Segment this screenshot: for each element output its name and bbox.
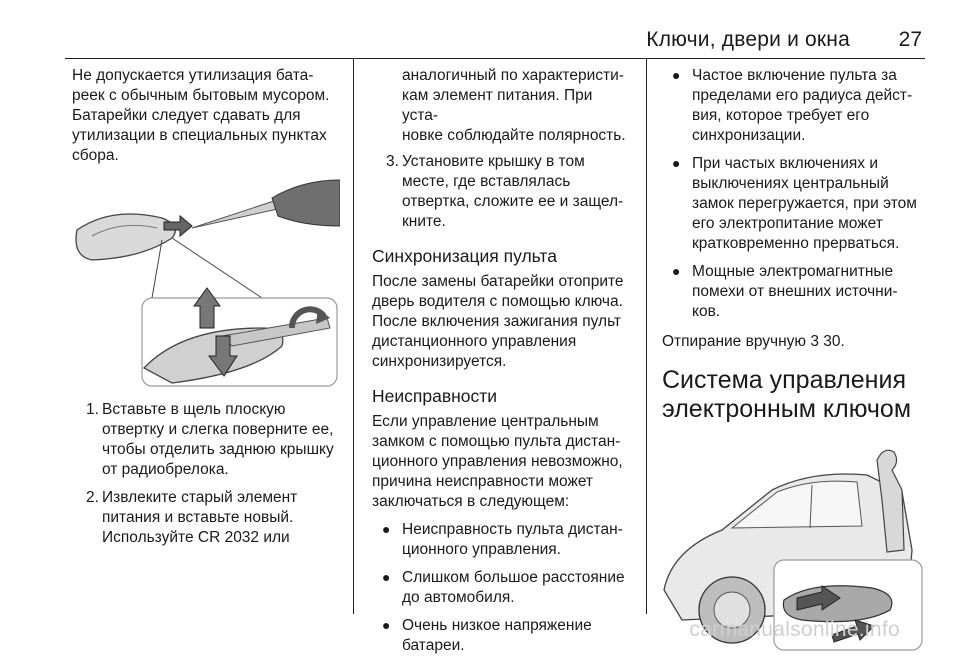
bullet-line: пределами его радиуса дейст- — [692, 87, 913, 104]
step-1 — [72, 400, 344, 480]
fault-line: Если управление центральным — [372, 413, 599, 430]
bullet-line: выключениях центральный — [692, 175, 889, 192]
bullet-line: ционного управления. — [402, 541, 561, 558]
bullet-icon: ● — [672, 155, 681, 171]
step-line: Установите крышку в том — [402, 153, 585, 170]
section-heading-line: Система управления — [662, 366, 906, 394]
sync-line: После замены батарейки отоприте — [372, 273, 624, 290]
step-line: новке соблюдайте полярность. — [402, 127, 626, 144]
sync-heading: Синхронизация пульта — [372, 246, 557, 266]
step-line: от радиобрелока. — [102, 461, 229, 478]
column-divider-2 — [646, 58, 647, 614]
step-line: чтобы отделить заднюю крышку — [102, 441, 334, 458]
column-divider-1 — [353, 58, 354, 614]
bullet-line: батареи. — [402, 637, 465, 654]
column-1 — [72, 66, 344, 548]
fault-line: замком с помощью пульта дистан- — [372, 433, 621, 450]
bullet-line: помехи от внешних источни- — [692, 283, 898, 300]
bullet-line: вия, которое требует его — [692, 107, 870, 124]
step-line: отвертку и слегка поверните ее, — [102, 421, 334, 438]
bullet-icon: ● — [672, 67, 681, 83]
intro-line: утилизации в специальных пунктах — [72, 127, 327, 144]
fault-line: причина неисправности может — [372, 473, 594, 490]
step-line: Вставьте в щель плоскую — [102, 401, 286, 418]
step-number: 1. — [86, 401, 99, 418]
intro-line: Батарейки следует сдавать для — [72, 107, 301, 124]
bullet-line: Мощные электромагнитные — [692, 263, 894, 280]
page-reference-link[interactable]: 3 30. — [810, 333, 845, 350]
step-line: отвертка, сложите ее и защел- — [402, 193, 624, 210]
step-line: Извлеките старый элемент — [102, 489, 298, 506]
fault-line: заключаться в следующем: — [372, 493, 570, 510]
fault-bullet — [662, 262, 926, 322]
bullet-line: Очень низкое напряжение — [402, 617, 592, 634]
column-3 — [662, 66, 926, 652]
intro-line: Не допускается утилизация бата- — [72, 67, 314, 84]
step-line: кните. — [402, 213, 446, 230]
sync-line: После включения зажигания пульт — [372, 313, 622, 330]
page-header-title: Ключи, двери и окна — [646, 28, 850, 51]
step-line: месте, где вставлялась — [402, 173, 571, 190]
faults-heading: Неисправности — [372, 386, 498, 406]
fault-bullet — [372, 616, 632, 656]
section-heading-line: электронным ключом — [662, 395, 912, 423]
step-line: кам элемент питания. При уста- — [402, 87, 593, 124]
bullet-line: ков. — [692, 303, 721, 320]
step-number: 2. — [86, 489, 99, 506]
bullet-icon: ● — [382, 521, 391, 537]
column-2 — [372, 66, 632, 656]
bullet-line: синхронизации. — [692, 127, 806, 144]
bullet-icon: ● — [382, 617, 391, 633]
fault-bullet — [372, 520, 632, 560]
bullet-line: его электропитание может — [692, 215, 883, 232]
bullet-line: Слишком большое расстояние — [402, 569, 625, 586]
bullet-line: до автомобиля. — [402, 589, 515, 606]
section-heading — [662, 366, 926, 424]
bullet-icon: ● — [672, 263, 681, 279]
fault-bullet — [662, 154, 926, 254]
step-3 — [372, 152, 632, 232]
fault-line: ционного управления невозможно, — [372, 453, 623, 470]
fault-bullet — [662, 66, 926, 146]
bullet-line: Неисправность пульта дистан- — [402, 521, 623, 538]
manual-unlock-reference — [662, 332, 926, 352]
sync-line: синхронизируется. — [372, 353, 507, 370]
fault-bullet — [372, 568, 632, 608]
step-2 — [72, 488, 344, 548]
page-number: 27 — [898, 28, 922, 51]
intro-line: реек с обычным бытовым мусором. — [72, 87, 330, 104]
header-rule — [65, 58, 925, 59]
step-number: 3. — [386, 153, 399, 170]
watermark: carmanualsonline.info — [689, 618, 900, 641]
bullet-line: замок перегружается, при этом — [692, 195, 917, 212]
bullet-line: кратковременно прерваться. — [692, 235, 900, 252]
key-battery-figure — [72, 178, 340, 390]
step-line: Используйте CR 2032 или — [102, 529, 290, 546]
manual-unlock-text: Отпирание вручную — [662, 333, 807, 350]
sync-line: дистанционного управления — [372, 333, 577, 350]
sync-line: дверь водителя с помощью ключа. — [372, 293, 623, 310]
bullet-icon: ● — [382, 569, 391, 585]
step-line: аналогичный по характеристи- — [402, 67, 624, 84]
bullet-line: Частое включение пульта за — [692, 67, 897, 84]
bullet-line: При частых включениях и — [692, 155, 879, 172]
intro-line: сбора. — [72, 147, 119, 164]
step-line: питания и вставьте новый. — [102, 509, 294, 526]
